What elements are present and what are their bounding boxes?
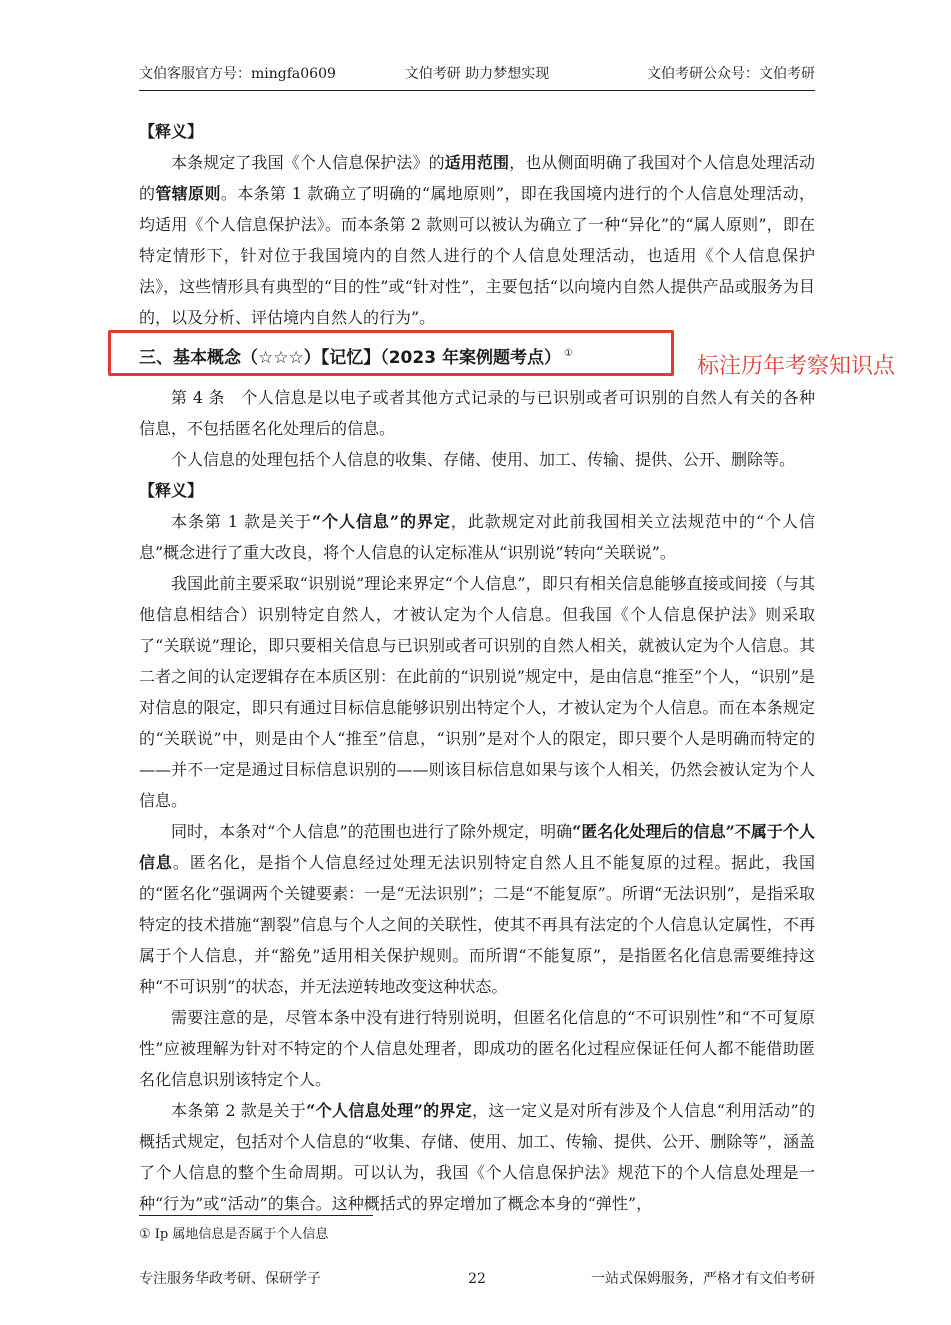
paragraph: 我国此前主要采取“识别说”理论来界定“个人信息”，即只有相关信息能够直接或间接（与其他信息相结合）识别特定自然人，才被认定为个人信息。但我国《个人信息保护法》则采取了“关联说”理论，即只要相关信息与已识别或者可识别的自然人相关，就被认定为个人信息。其二者之间的认定逻辑存在本质区别：在此前的“识别说”规定中，是由信息“推至”个人，“识别”是对信息的限定，即只有通过目标信息能够识别出特定个人，才被认定为个人信息。而在本条规定的“关联说”中，则是由个人“推至”信息，“识别”是对个人的限定，即只要个人是明确而特定的——并不一定是通过目标信息识别的——则该目标信息如果与该个人相关，仍然会被认定为个人信息。	[139, 574, 815, 810]
section-title-text: 三、基本概念（☆☆☆）【记忆】（2023 年案例题考点）	[139, 348, 561, 368]
text-run: 。本条第 1 款确立了明确的“属地原则”，即在我国境内进行的个人信息处理活动，均适用《个人信息保护法》。而本条第 2 款则可以被认为确立了一种“异化”的“属人原则”，即在特定情形下，针对位于我国境内的自然人进行的个人信息处理活动，也适用《个人信息保护法》，这些情形具有典型的“目的性”或“针对性”，主要包括“以向境内自然人提供产品或服务为目的，以及分析、评估境内自然人的行为”。	[139, 184, 815, 327]
page-header	[139, 60, 815, 91]
footer-right: 一站式保姆服务，严格才有文伯考研	[591, 1271, 815, 1287]
paragraph	[139, 816, 815, 1002]
paragraph	[139, 147, 815, 333]
page-footer	[139, 1268, 815, 1292]
text-run: ，这一定义是对所有涉及个人信息“利用活动”的概括式规定，包括对个人信息的“收集、存储、使用、加工、传输、提供、公开、删除等”，涵盖了个人信息的整个生命周期。可以认为，我国《个人信息保护法》规范下的个人信息处理是一种“行为”或“活动”的集合。这种概括式的界定增加了概念本身的“弹性”，	[139, 1101, 815, 1213]
annotation-label: 标注历年考察知识点	[697, 354, 896, 379]
article-text: 第 4 条 个人信息是以电子或者其他方式记录的与已识别或者可识别的自然人有关的各种信息，不包括匿名化处理后的信息。	[139, 388, 815, 438]
footnote-marker: ①	[563, 348, 573, 359]
page-number: 22	[468, 1271, 486, 1287]
paragraph: 需要注意的是，尽管本条中没有进行特别说明，但匿名化信息的“不可识别性”和“不可复原性”应被理解为针对不特定的个人信息处理者，即成功的匿名化过程应保证任何人都不能借助匿名化信息识别该特定个人。	[139, 1008, 815, 1089]
interpretation-block-1	[139, 116, 815, 333]
footer-left: 专注服务华政考研、保研学子	[139, 1271, 321, 1287]
text-run: 同时，本条对“个人信息”的范围也进行了除外规定，明确	[171, 822, 573, 841]
bold-term: 适用范围	[444, 153, 510, 172]
text-run: 本条规定了我国《个人信息保护法》的	[171, 153, 445, 172]
text-run: 本条第 2 款是关于	[171, 1101, 307, 1120]
text-run: ，也从侧面明确了我国对个人信息处理活动的	[139, 153, 815, 203]
footnote: ① Ip 属地信息是否属于个人信息	[139, 1227, 329, 1242]
footnote-divider	[139, 1215, 373, 1216]
bold-term: “个人信息”的界定	[311, 512, 451, 531]
section-heading	[139, 339, 573, 373]
text-run: 。匿名化，是指个人信息经过处理无法识别特定自然人且不能复原的过程。据此，我国的“匿名化”强调两个关键要素：一是“无法识别”；二是“不能复原”。所谓“无法识别”，是指采取特定的技术措施“割裂”信息与个人之间的关联性，使其不再具有法定的个人信息认定属性，不再属于个人信息，并“豁免”适用相关保护规则。而所谓“不能复原”，是指匿名化信息需要维持这种“不可识别”的状态，并无法逆转地改变这种状态。	[139, 853, 815, 996]
bold-term: “匿名化处理后的信息”不属于个人信息	[139, 822, 815, 872]
article-block	[139, 382, 815, 1219]
header-center: 文伯考研 助力梦想实现	[404, 66, 550, 82]
bold-term: 管辖原则	[155, 184, 221, 203]
article-text-2: 个人信息的处理包括个人信息的收集、存储、使用、加工、传输、提供、公开、删除等。	[171, 450, 796, 469]
text-run: 本条第 1 款是关于	[171, 512, 312, 531]
paragraph	[139, 506, 815, 568]
interpretation-label: 【释义】	[139, 122, 204, 141]
interpretation-label: 【释义】	[139, 481, 204, 500]
bold-term: “个人信息处理”的界定	[306, 1101, 473, 1120]
header-right: 文伯考研公众号：文伯考研	[647, 66, 815, 82]
header-left: 文伯客服官方号：mingfa0609	[139, 66, 336, 82]
paragraph	[139, 1095, 815, 1219]
text-run: ，此款规定对此前我国相关立法规范中的“个人信息”概念进行了重大改良，将个人信息的认定标准从“识别说”转向“关联说”。	[139, 512, 815, 562]
